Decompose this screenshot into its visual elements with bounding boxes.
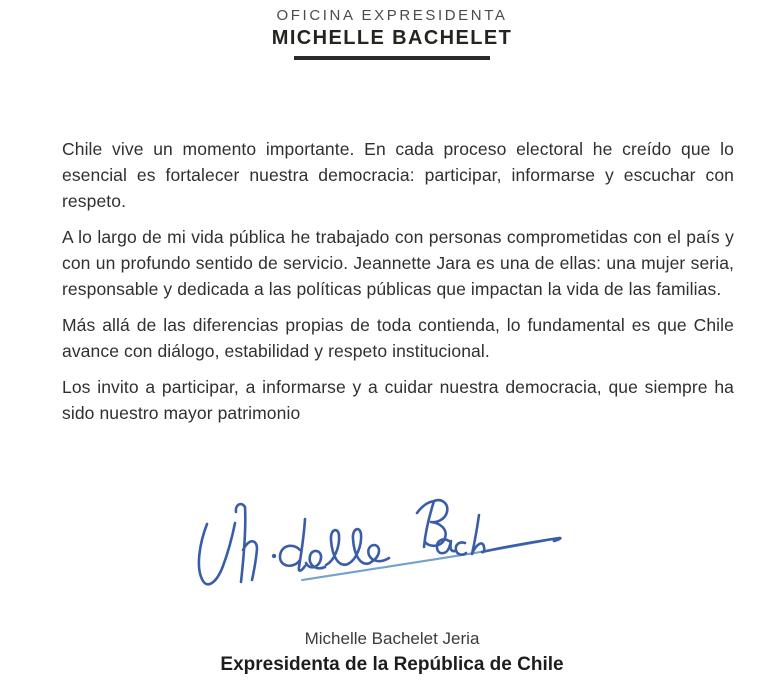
signature-ink-strokes bbox=[199, 500, 560, 584]
letterhead bbox=[0, 6, 784, 60]
signer-title: Expresidenta de la República de Chile bbox=[220, 654, 564, 675]
letter-paragraph: Los invito a participar, a informarse y a cuidar nuestra democracia, que siempre ha sido nuestro mayor patrimonio bbox=[62, 377, 734, 423]
letterhead-name-line: MICHELLE BACHELET bbox=[271, 27, 513, 49]
signature-handwriting bbox=[188, 479, 583, 611]
letterhead-office-line: OFICINA EXPRESIDENTA bbox=[276, 7, 508, 24]
letter-body bbox=[62, 136, 734, 436]
signer-name: Michelle Bachelet Jeria bbox=[304, 629, 480, 648]
letter-paragraph: Más allá de las diferencias propias de toda contienda, lo fundamental es que Chile avance con diálogo, estabilidad y respeto institucional. bbox=[62, 315, 734, 361]
letter-paragraph: Chile vive un momento importante. En cada proceso electoral he creído que lo esencial es fortalecer nuestra democracia: participar, informarse y escuchar con respeto. bbox=[62, 139, 734, 211]
letterhead-underline-bar bbox=[294, 56, 490, 60]
letter-paragraph: A lo largo de mi vida pública he trabajado con personas comprometidas con el país y con un profundo sentido de servicio. Jeannette Jara es una de ellas: una mujer seria, responsable y dedicada a las políticas públicas que impactan la vida de las familias. bbox=[62, 227, 734, 299]
signature-block bbox=[0, 628, 784, 676]
